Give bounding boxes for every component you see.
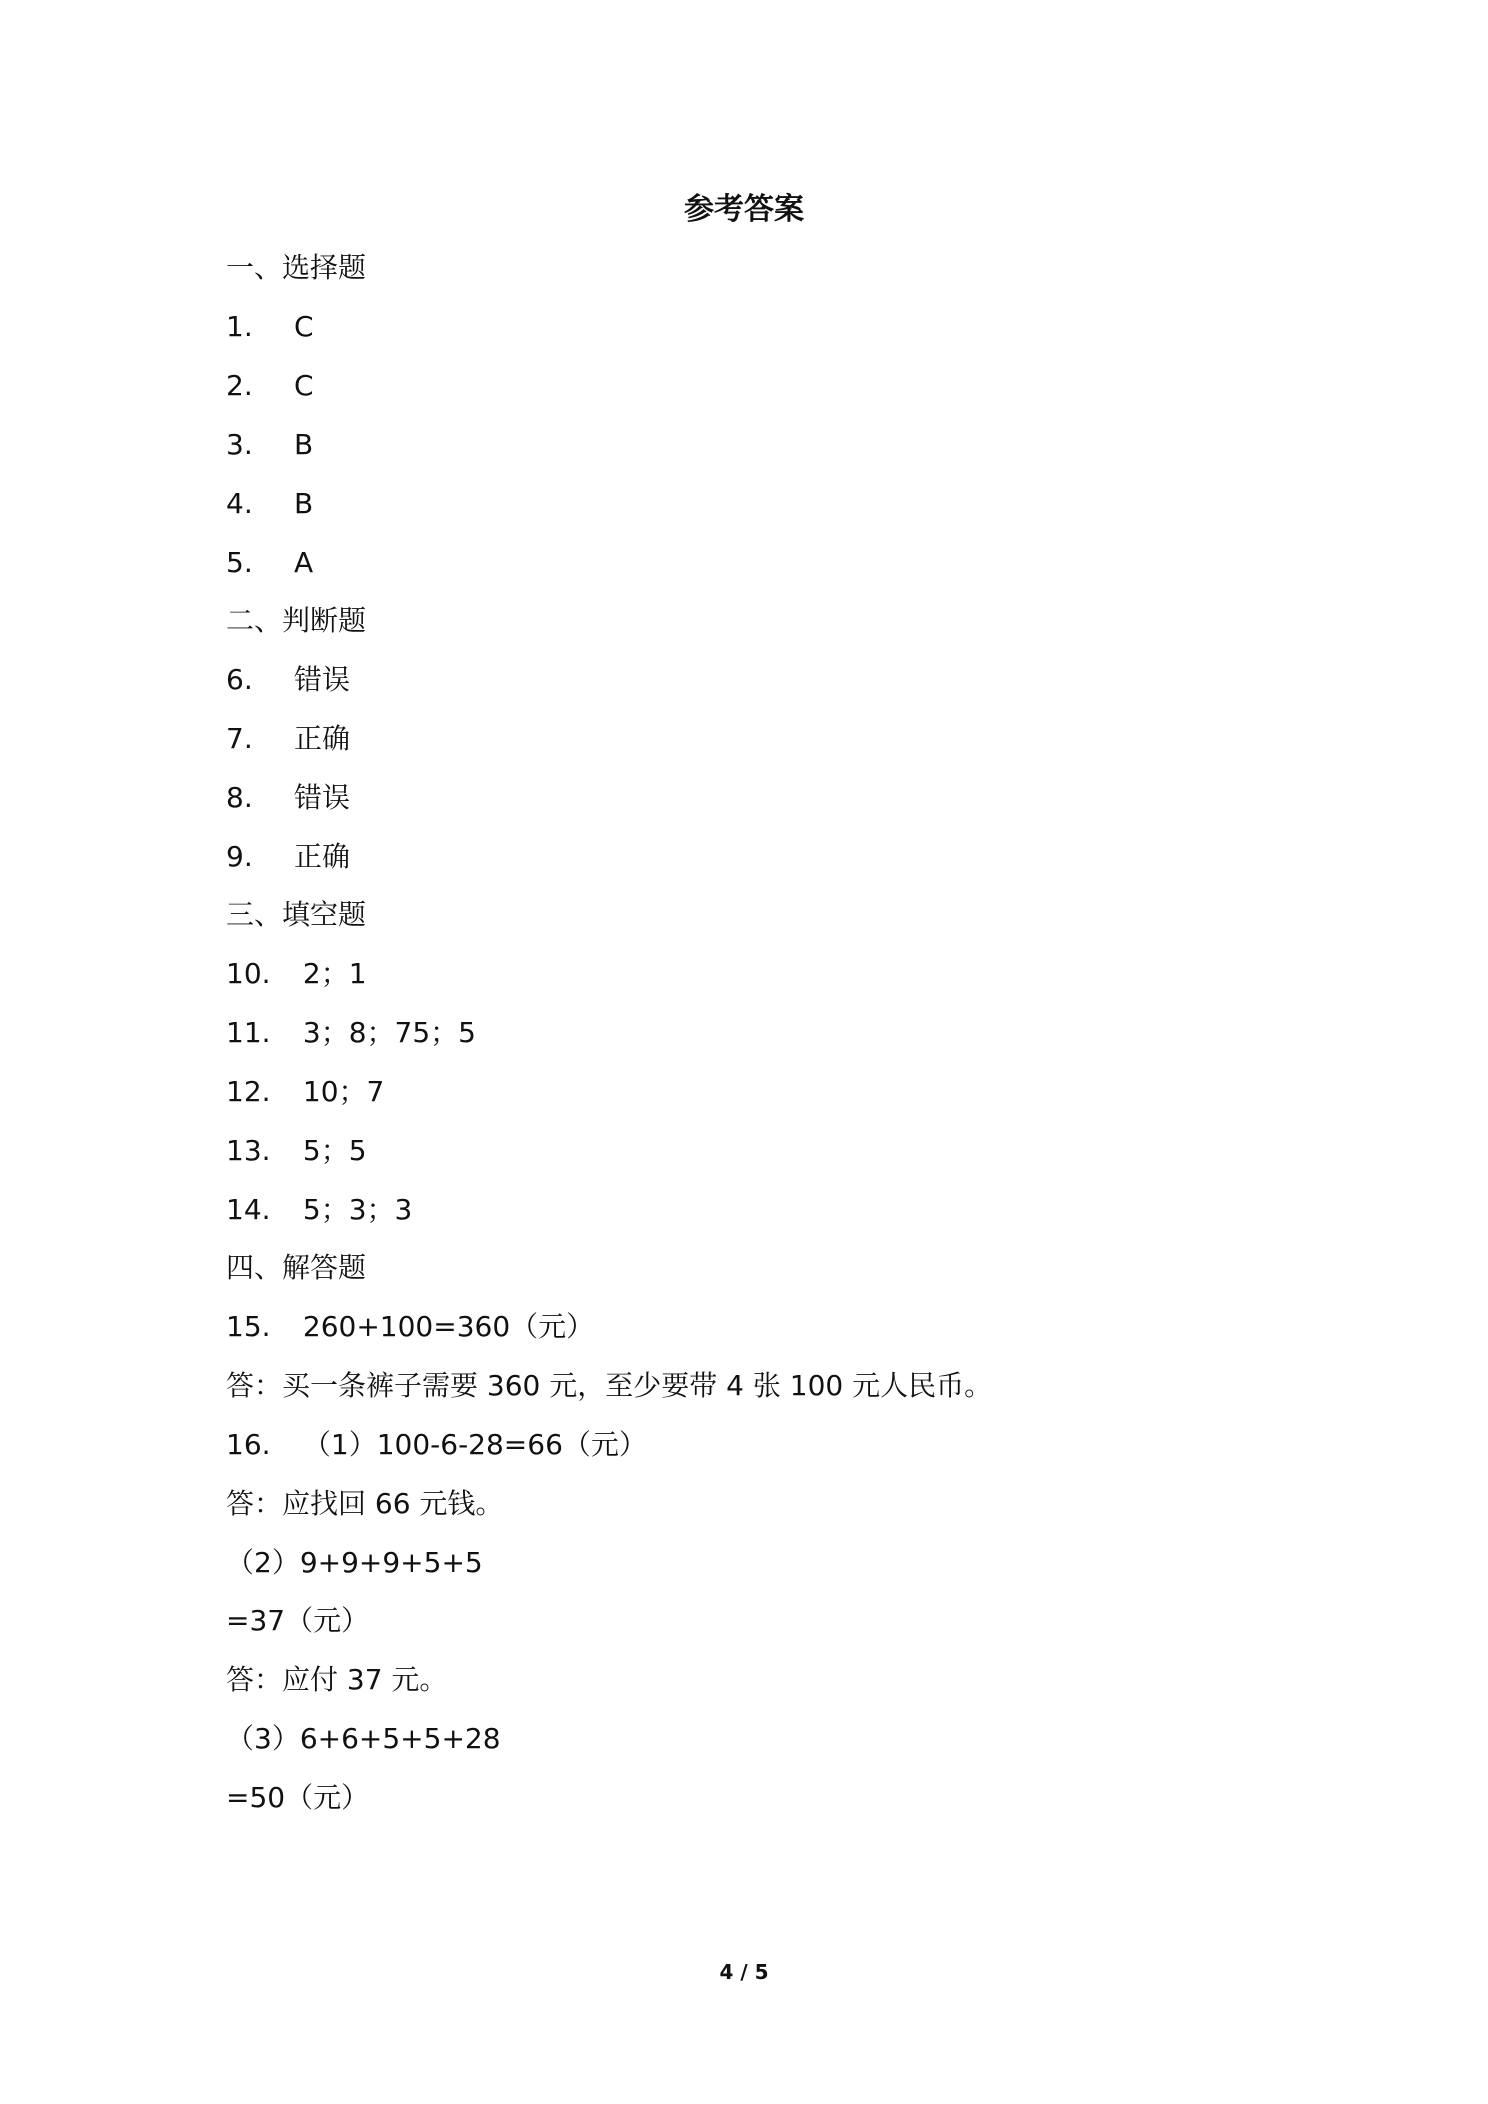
question-number: 11.	[226, 1016, 271, 1049]
answer-line-5	[226, 543, 313, 583]
question-number: 13.	[226, 1134, 271, 1167]
answer-line-6	[226, 660, 350, 700]
answer-line-8	[226, 778, 350, 818]
calculation-16-3-step1: （3）6+6+5+5+28	[226, 1722, 501, 1755]
answer-line-9	[226, 837, 350, 877]
answer-line-11	[226, 1013, 476, 1053]
question-number: 7.	[226, 722, 253, 755]
answer-text: 错误	[294, 663, 351, 696]
question-number: 14.	[226, 1193, 271, 1226]
answer-line-1	[226, 307, 314, 347]
answer-line-4	[226, 484, 313, 524]
page-number: 4 / 5	[719, 1960, 769, 1984]
answer-text: 正确	[294, 840, 351, 873]
answer-line-2	[226, 366, 314, 406]
answer-line-3	[226, 425, 313, 465]
answer-text: 5；3；3	[294, 1193, 413, 1226]
answer-line-10	[226, 954, 367, 994]
answer-text: A	[294, 546, 314, 579]
answer-text: 错误	[294, 781, 351, 814]
question-number: 3.	[226, 428, 253, 461]
answer-text: 3；8；75；5	[294, 1016, 476, 1049]
answer-line-12	[226, 1072, 384, 1112]
calculation-16-2-step1: （2）9+9+9+5+5	[226, 1546, 483, 1579]
answer-line-13	[226, 1131, 367, 1171]
answer-text: C	[294, 310, 314, 343]
answer-line-15	[226, 1307, 594, 1347]
answer-text: 正确	[294, 722, 351, 755]
section-heading-fill: 三、填空题	[226, 898, 367, 931]
answer-statement-16-1: 答：应找回 66 元钱。	[226, 1487, 504, 1520]
answer-text: 260+100=360（元）	[294, 1310, 595, 1343]
question-number: 6.	[226, 663, 253, 696]
answer-statement-16-2: 答：应付 37 元。	[226, 1663, 448, 1696]
answer-statement-15: 答：买一条裤子需要 360 元，至少要带 4 张 100 元人民币。	[226, 1369, 993, 1402]
section-heading-judge: 二、判断题	[226, 604, 367, 637]
question-number: 15.	[226, 1310, 271, 1343]
answer-line-7	[226, 719, 350, 759]
answer-text: C	[294, 369, 314, 402]
answer-text: B	[294, 487, 314, 520]
question-number: 8.	[226, 781, 253, 814]
answer-text: B	[294, 428, 314, 461]
section-heading-choice: 一、选择题	[226, 251, 367, 284]
section-heading-solve: 四、解答题	[226, 1251, 367, 1284]
page-title: 参考答案	[684, 192, 804, 227]
question-number: 10.	[226, 957, 271, 990]
question-number: 9.	[226, 840, 253, 873]
answer-text: 5；5	[294, 1134, 367, 1167]
answer-line-14	[226, 1190, 412, 1230]
calculation-16-2-step2: =37（元）	[226, 1604, 370, 1637]
answer-text: 10；7	[294, 1075, 385, 1108]
calculation-16-3-step2: =50（元）	[226, 1781, 370, 1814]
question-number: 1.	[226, 310, 253, 343]
question-number: 2.	[226, 369, 253, 402]
question-number: 4.	[226, 487, 253, 520]
question-number: 5.	[226, 546, 253, 579]
answer-text: （1）100-6-28=66（元）	[294, 1428, 647, 1461]
answer-line-16	[226, 1425, 647, 1465]
question-number: 16.	[226, 1428, 271, 1461]
question-number: 12.	[226, 1075, 271, 1108]
answer-text: 2；1	[294, 957, 367, 990]
